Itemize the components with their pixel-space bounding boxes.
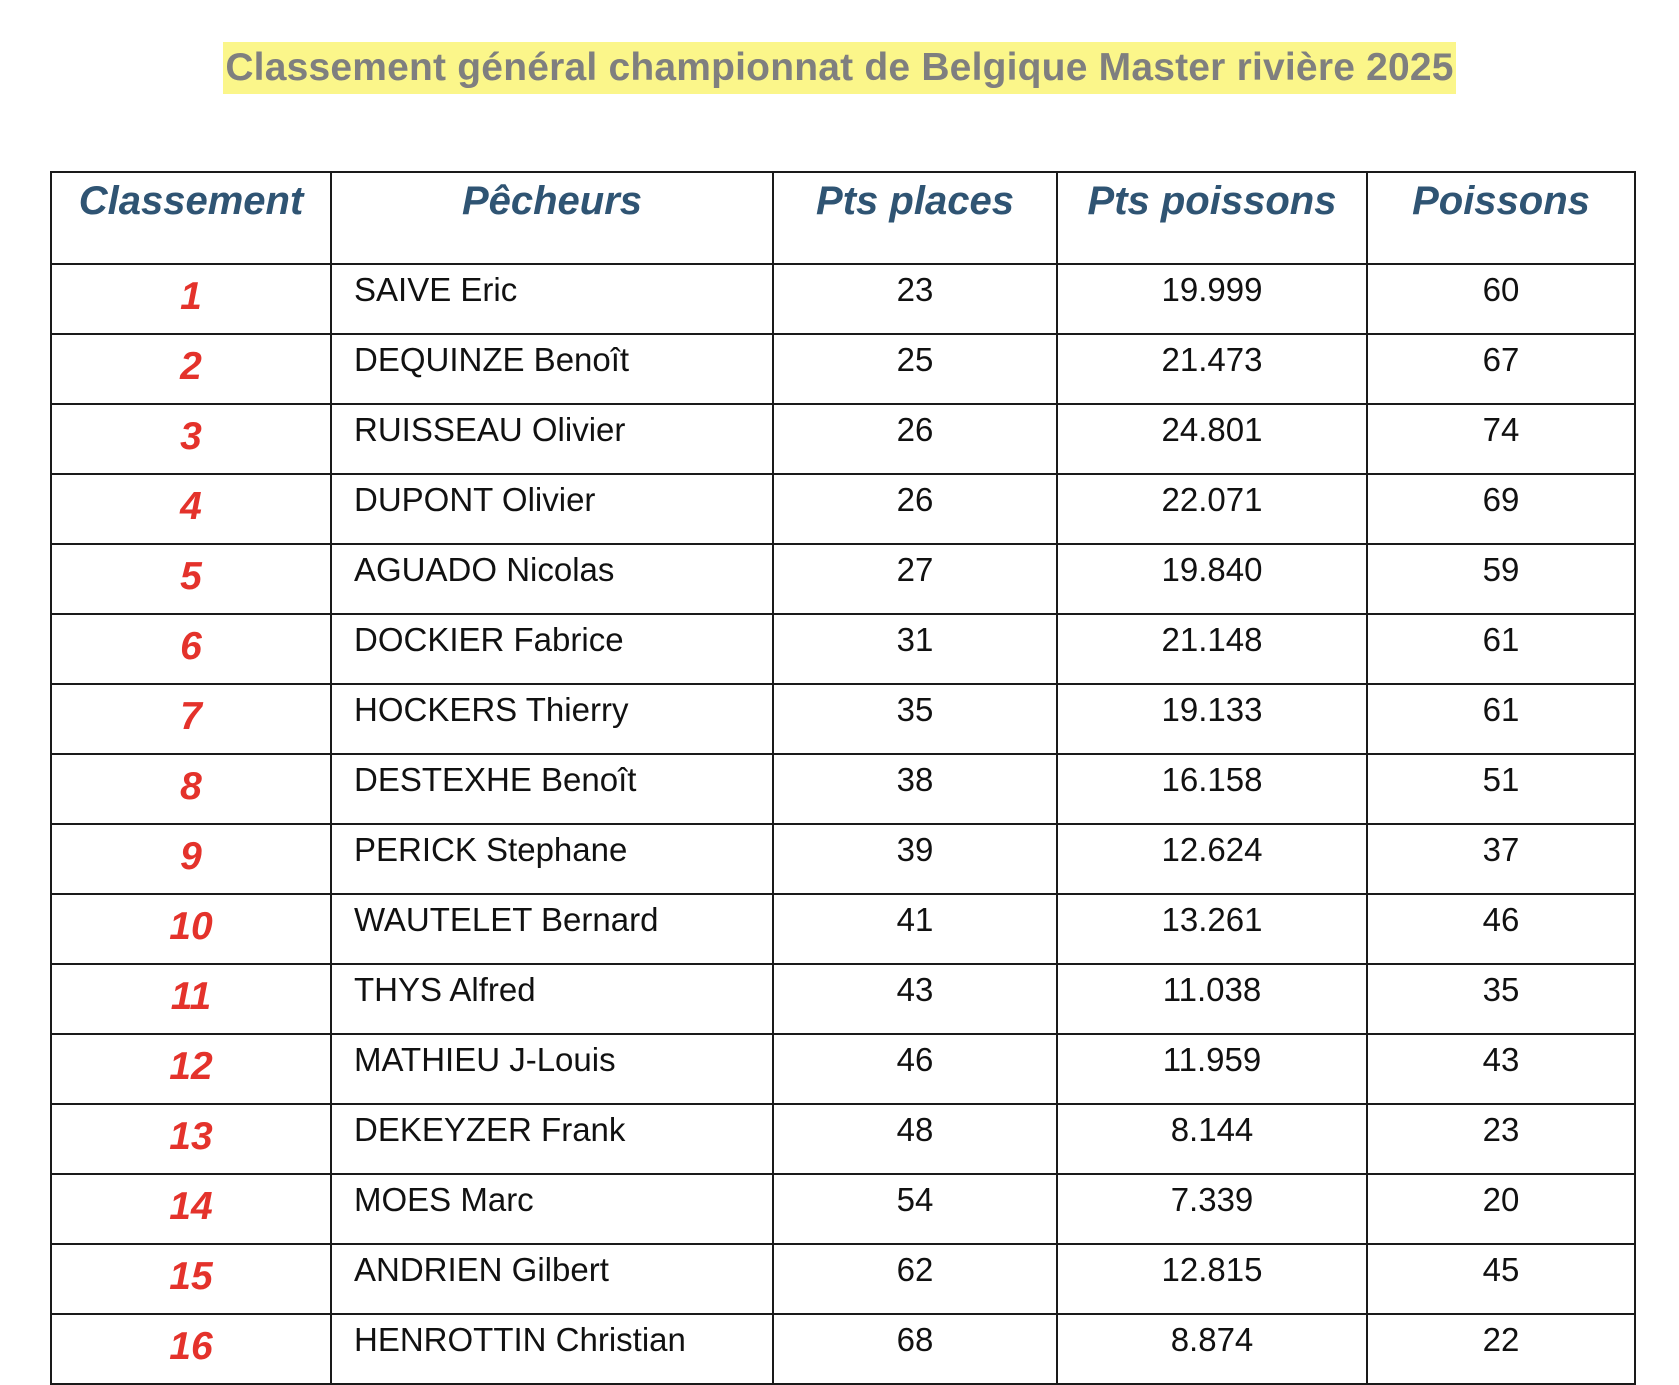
pts-places-cell: 46 xyxy=(773,1034,1057,1104)
poissons-cell: 46 xyxy=(1367,894,1635,964)
pts-places-cell: 25 xyxy=(773,334,1057,404)
table-row xyxy=(51,1174,1635,1244)
fisher-name-cell: DEQUINZE Benoît xyxy=(331,334,773,404)
table-row xyxy=(51,1034,1635,1104)
pts-poissons-cell: 12.624 xyxy=(1057,824,1367,894)
rank-cell: 8 xyxy=(51,754,331,824)
pts-poissons-cell: 21.473 xyxy=(1057,334,1367,404)
rank-cell: 16 xyxy=(51,1314,331,1384)
header-pecheurs: Pêcheurs xyxy=(331,172,773,264)
table-row xyxy=(51,894,1635,964)
fisher-name-cell: MOES Marc xyxy=(331,1174,773,1244)
table-row xyxy=(51,474,1635,544)
fisher-name-cell: THYS Alfred xyxy=(331,964,773,1034)
pts-places-cell: 62 xyxy=(773,1244,1057,1314)
pts-poissons-cell: 21.148 xyxy=(1057,614,1367,684)
header-poissons: Poissons xyxy=(1367,172,1635,264)
rank-cell: 9 xyxy=(51,824,331,894)
rank-cell: 3 xyxy=(51,404,331,474)
table-row xyxy=(51,264,1635,334)
pts-places-cell: 41 xyxy=(773,894,1057,964)
rank-cell: 10 xyxy=(51,894,331,964)
rank-cell: 11 xyxy=(51,964,331,1034)
title-container xyxy=(0,42,1679,94)
rank-cell: 2 xyxy=(51,334,331,404)
pts-poissons-cell: 24.801 xyxy=(1057,404,1367,474)
pts-poissons-cell: 8.144 xyxy=(1057,1104,1367,1174)
rank-cell: 5 xyxy=(51,544,331,614)
table-row xyxy=(51,754,1635,824)
header-row xyxy=(51,172,1635,264)
pts-poissons-cell: 16.158 xyxy=(1057,754,1367,824)
poissons-cell: 59 xyxy=(1367,544,1635,614)
poissons-cell: 45 xyxy=(1367,1244,1635,1314)
header-pts-poissons: Pts poissons xyxy=(1057,172,1367,264)
pts-poissons-cell: 19.999 xyxy=(1057,264,1367,334)
rank-cell: 7 xyxy=(51,684,331,754)
pts-poissons-cell: 19.133 xyxy=(1057,684,1367,754)
rank-cell: 15 xyxy=(51,1244,331,1314)
pts-poissons-cell: 12.815 xyxy=(1057,1244,1367,1314)
pts-poissons-cell: 7.339 xyxy=(1057,1174,1367,1244)
table-row xyxy=(51,544,1635,614)
rank-cell: 6 xyxy=(51,614,331,684)
poissons-cell: 35 xyxy=(1367,964,1635,1034)
pts-poissons-cell: 11.038 xyxy=(1057,964,1367,1034)
poissons-cell: 51 xyxy=(1367,754,1635,824)
table-row xyxy=(51,404,1635,474)
poissons-cell: 69 xyxy=(1367,474,1635,544)
rank-cell: 12 xyxy=(51,1034,331,1104)
fisher-name-cell: DOCKIER Fabrice xyxy=(331,614,773,684)
fisher-name-cell: DESTEXHE Benoît xyxy=(331,754,773,824)
table-body xyxy=(51,264,1635,1384)
fisher-name-cell: HOCKERS Thierry xyxy=(331,684,773,754)
poissons-cell: 60 xyxy=(1367,264,1635,334)
poissons-cell: 20 xyxy=(1367,1174,1635,1244)
fisher-name-cell: AGUADO Nicolas xyxy=(331,544,773,614)
fisher-name-cell: ANDRIEN Gilbert xyxy=(331,1244,773,1314)
fisher-name-cell: DUPONT Olivier xyxy=(331,474,773,544)
header-classement: Classement xyxy=(51,172,331,264)
table-row xyxy=(51,614,1635,684)
pts-poissons-cell: 13.261 xyxy=(1057,894,1367,964)
pts-places-cell: 35 xyxy=(773,684,1057,754)
fisher-name-cell: SAIVE Eric xyxy=(331,264,773,334)
fisher-name-cell: HENROTTIN Christian xyxy=(331,1314,773,1384)
pts-places-cell: 23 xyxy=(773,264,1057,334)
poissons-cell: 22 xyxy=(1367,1314,1635,1384)
fisher-name-cell: PERICK Stephane xyxy=(331,824,773,894)
table-row xyxy=(51,684,1635,754)
poissons-cell: 67 xyxy=(1367,334,1635,404)
pts-places-cell: 68 xyxy=(773,1314,1057,1384)
poissons-cell: 61 xyxy=(1367,614,1635,684)
pts-places-cell: 39 xyxy=(773,824,1057,894)
pts-poissons-cell: 8.874 xyxy=(1057,1314,1367,1384)
poissons-cell: 74 xyxy=(1367,404,1635,474)
ranking-table xyxy=(50,171,1636,1385)
poissons-cell: 37 xyxy=(1367,824,1635,894)
pts-poissons-cell: 19.840 xyxy=(1057,544,1367,614)
table-row xyxy=(51,1104,1635,1174)
pts-places-cell: 48 xyxy=(773,1104,1057,1174)
pts-places-cell: 26 xyxy=(773,474,1057,544)
rank-cell: 1 xyxy=(51,264,331,334)
table-header xyxy=(51,172,1635,264)
table-row xyxy=(51,1314,1635,1384)
pts-places-cell: 54 xyxy=(773,1174,1057,1244)
pts-poissons-cell: 11.959 xyxy=(1057,1034,1367,1104)
poissons-cell: 43 xyxy=(1367,1034,1635,1104)
table-row xyxy=(51,824,1635,894)
table-row xyxy=(51,964,1635,1034)
poissons-cell: 23 xyxy=(1367,1104,1635,1174)
pts-places-cell: 26 xyxy=(773,404,1057,474)
fisher-name-cell: WAUTELET Bernard xyxy=(331,894,773,964)
rank-cell: 14 xyxy=(51,1174,331,1244)
pts-places-cell: 31 xyxy=(773,614,1057,684)
pts-places-cell: 43 xyxy=(773,964,1057,1034)
table-row xyxy=(51,334,1635,404)
table-row xyxy=(51,1244,1635,1314)
pts-places-cell: 38 xyxy=(773,754,1057,824)
poissons-cell: 61 xyxy=(1367,684,1635,754)
fisher-name-cell: RUISSEAU Olivier xyxy=(331,404,773,474)
rank-cell: 4 xyxy=(51,474,331,544)
rank-cell: 13 xyxy=(51,1104,331,1174)
header-pts-places: Pts places xyxy=(773,172,1057,264)
pts-poissons-cell: 22.071 xyxy=(1057,474,1367,544)
page-title: Classement général championnat de Belgique Master rivière 2025 xyxy=(223,42,1455,94)
fisher-name-cell: MATHIEU J-Louis xyxy=(331,1034,773,1104)
fisher-name-cell: DEKEYZER Frank xyxy=(331,1104,773,1174)
pts-places-cell: 27 xyxy=(773,544,1057,614)
